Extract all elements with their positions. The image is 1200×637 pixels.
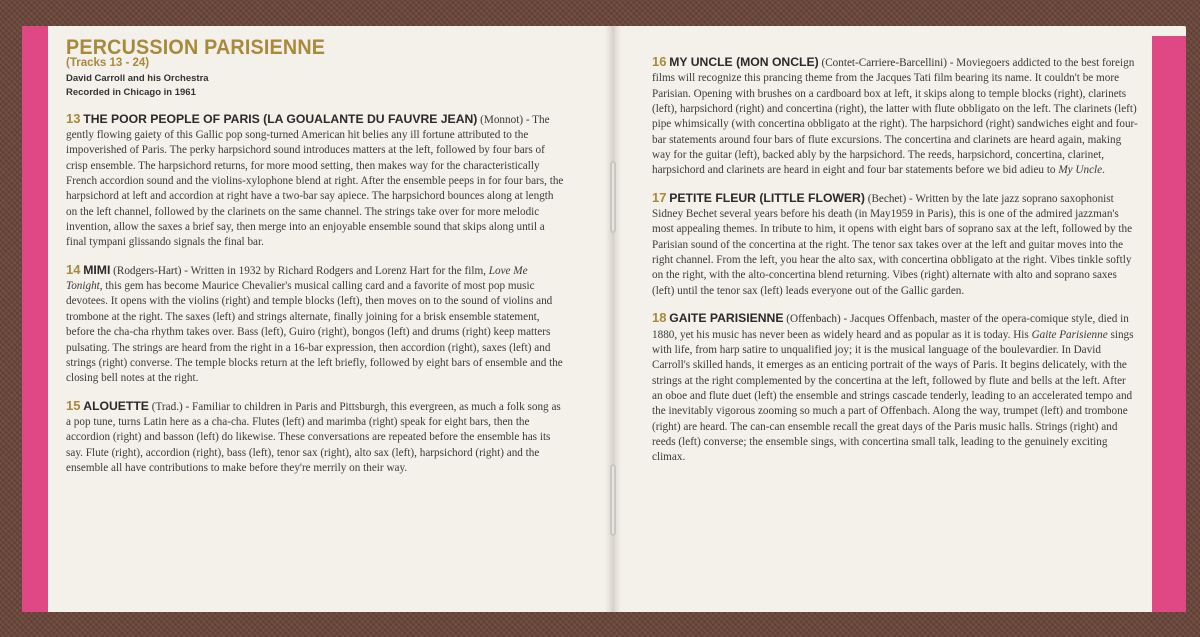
track-description-cont: .	[1102, 164, 1105, 177]
track-number: 15	[66, 397, 81, 413]
track-credit: (Bechet) -	[867, 192, 913, 205]
staple-bottom	[610, 464, 616, 536]
track-description: The gently flowing gaiety of this Gallic pop song-turned American hit belies any ill fortune attributed to the impoverished of Paris. The perky harpsichord sound introduces matters at the left, followed by four bars of crisp ensemble. The harpsichord returns, for more mood setting, then makes way for the characteristically French accordion sound and the violins-xylophone blend at right. After the ensemble peeps in for four bars, the harpsichord at left and accordion at right have a two-bar say apiece. The harpsichord bounces along at length on the left channel, followed by the clarinets on the same channel. The strings take over for more melodic invention, allow the saxes a brief say, then merge into an enjoyable ensemble sound that skips along until a final tympani glissando signals the final bar.	[66, 113, 564, 249]
track-credit: (Trad.) -	[151, 400, 190, 413]
tracks-range: (Tracks 13 - 24)	[66, 57, 150, 70]
artist-line: David Carroll and his Orchestra	[66, 72, 209, 84]
track-description: Moviegoers addicted to the best foreign films will recognize this prancing theme from the Jacques Tati film bearing its name. It couldn't be more Parisian. Opening with brushes on a cardboard box at left, it skips along to temple blocks (right), clarinets (left), harpsichord (right) and concertina (right), the latter with flute obbligato on the left. The clarinets (left) pipe whimsically (with concertina obbligato at the right). The harpsichord (right) sandwiches eight and four-bar statements around four bars of flute excursions. The concertina and clarinets are heard again, making way for the guitar (left), backed ably by the harpsichord. The reeds, harpsichord, concertina, clarinet, harpsichord and clarinets are heard in eight and four bar statements before we bid adieu to	[652, 57, 1138, 177]
track-title: ALOUETTE	[83, 398, 149, 413]
track-description: Familiar to children in Paris and Pittsburgh, this evergreen, as much a folk song as a pop tune, turns Latin here as a cha-cha. Flutes (left) and marimba (right) speak for eight bars, then the accordion (right) and basson (left) do likewise. These conversations are repeated before the ensemble has its say. Flute (right), accordion (right), bass (left), tenor sax (right), alto sax (left), harpsichord (right) and the ensemble all have contributions to make before they're merrily on their way.	[66, 400, 561, 474]
work-title: Gaite Parisienne	[1031, 328, 1108, 341]
track-note-17	[652, 190, 1138, 299]
track-description: Jacques Offenbach, master of the opera-comique style, died in 1880, yet his music has never been as widely heard and as popular as it is today. His	[652, 313, 1129, 341]
track-title: PETITE FLEUR (LITTLE FLOWER)	[669, 190, 865, 205]
track-note-15	[66, 398, 566, 477]
track-credit: (Offenbach) -	[786, 313, 848, 326]
track-number: 17	[652, 189, 667, 205]
track-note-13	[66, 111, 566, 251]
track-title: MIMI	[83, 262, 111, 277]
track-number: 14	[66, 261, 81, 277]
track-credit: (Contet-Carriere-Barcellini) -	[821, 57, 954, 69]
right-edge-stripe	[1152, 36, 1186, 612]
left-edge-stripe	[22, 26, 48, 612]
track-description-cont: sings with life, from harp satire to unqualified joy; it is the musical language of the boulevardier. In David Carroll's skilled hands, it emerges as an enticing portrait of the ways of Paris. It begins delicately, with the strings at the right complemented by the concertina at the left, followed by flute and bells at the left. After an oboe and flute duet (left) the ensemble and strings cascade tenderly, leading to an accelerated tempo and the inevitably vigorous zooming so much a part of Offenbach. Along the way, trumpet (left) and trombone (right) are heard. The can-can ensemble recall the great days of the Paris music halls. Strings (right) and reeds (left) converse; the ensemble sings, with concertina small talk, leading to the genuinely exciting climax.	[652, 328, 1134, 464]
track-description: Written in 1932 by Richard Rodgers and Lorenz Hart for the film,	[190, 264, 486, 277]
track-note-14	[66, 262, 566, 387]
left-column	[66, 36, 566, 476]
track-number: 13	[66, 110, 81, 126]
track-credit: (Monnot) -	[480, 113, 530, 126]
track-description-cont: , this gem has become Maurice Chevalier's musical calling card and a favorite of most pop music devotees. It opens with the violins (right) and temple blocks (left), then moves on to the sound of violins and trombone at the right. The saxes (left) and strings alternate, finally joining for a brisk ensemble statement, before the cha-cha rhythm takes over. Bass (left), Guiro (right), bongos (left) and drums (right) keep matters pulsating. The strings are heard from the right in a 16-bar expression, then accordion (right), saxes (left) and strings (right) converse. The temple blocks return at the left briefly, followed by eight bars of ensemble and the closing bell notes at the right.	[66, 280, 563, 385]
track-credit: (Rodgers-Hart) -	[113, 264, 189, 277]
track-note-16	[652, 54, 1138, 179]
film-title: Love Me Tonight	[66, 264, 528, 293]
film-title: My Uncle	[1058, 164, 1103, 177]
track-note-18	[652, 310, 1138, 465]
track-number: 18	[652, 310, 667, 326]
right-column	[652, 54, 1138, 466]
track-number: 16	[652, 54, 667, 69]
staple-top	[610, 161, 616, 233]
track-description: Written by the late jazz soprano saxophonist Sidney Bechet several years before his death (in May1959 in Paris), this is one of the admired jazzman's most appealing themes. In tribute to him, it opens with eight bars of soprano sax at the left, followed by the Parisian sound of the concertina at the right. The tenor sax takes over at the left and guitar moves into the right channel. From the left, you hear the alto sax, with concertina obbligato at the right. Vibes tinkle softly on the right, with the alto-concertina blend returning. Vibes (right) alternate with alto and soprano saxes (left) until the tenor sax (left) leads everyone out of the Gallic garden.	[652, 192, 1133, 297]
track-title: MY UNCLE (MON ONCLE)	[669, 55, 819, 69]
recorded-line: Recorded in Chicago in 1961	[66, 86, 196, 98]
track-title: GAITE PARISIENNE	[669, 311, 784, 326]
track-title: THE POOR PEOPLE OF PARIS (LA GOUALANTE DU FAUVRE JEAN)	[83, 111, 478, 126]
album-title: PERCUSSION PARISIENNE	[66, 36, 326, 59]
